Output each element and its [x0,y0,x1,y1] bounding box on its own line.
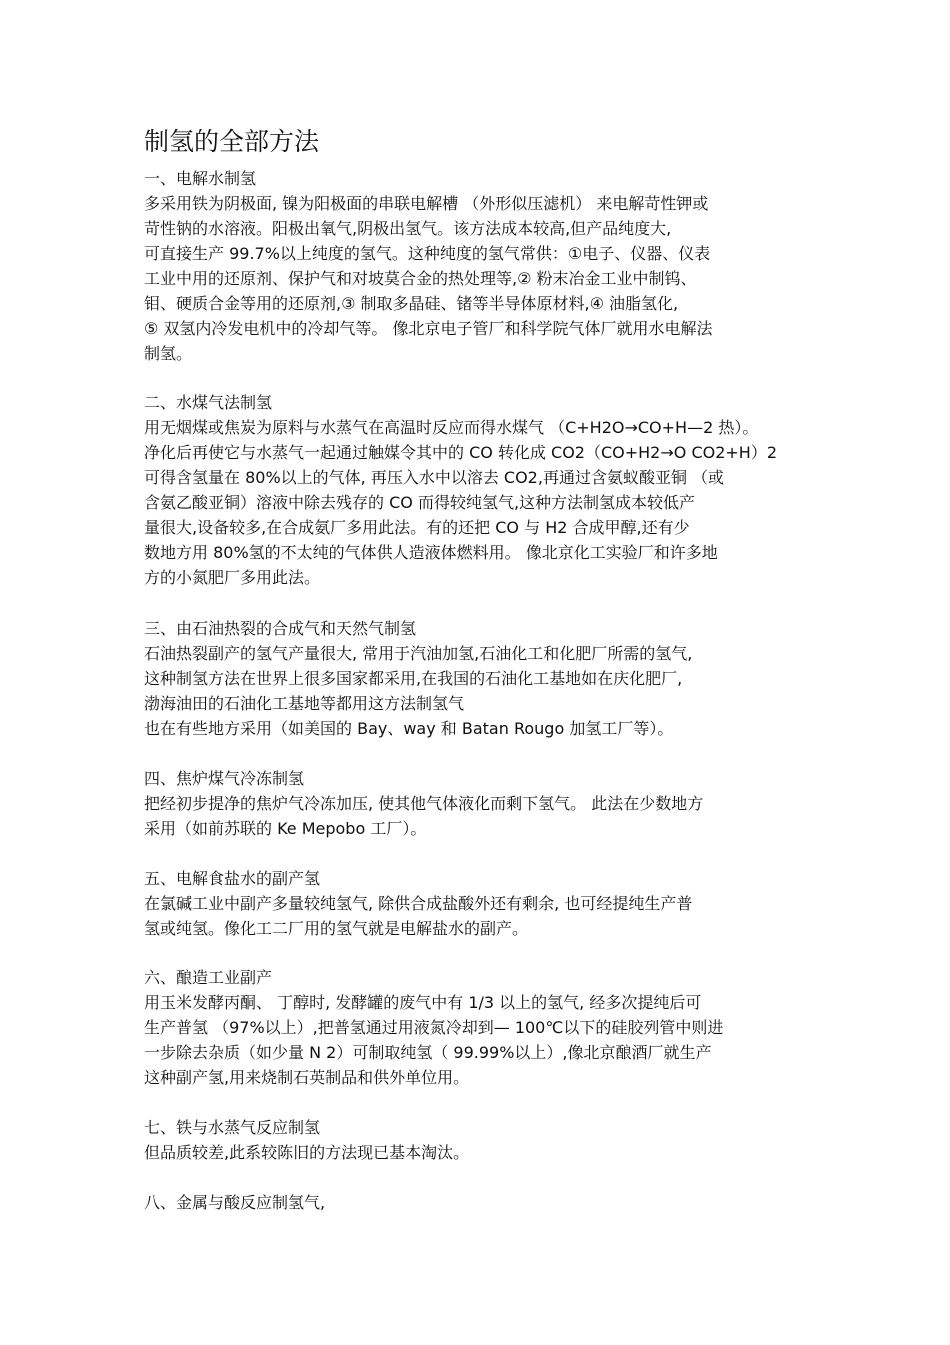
paragraph-line: 钼、硬质合金等用的还原剂,③ 制取多晶硅、锗等半导体原材料,④ 油脂氢化, [144,294,679,313]
section-2-heading: 二、水煤气法制氢 [144,393,273,412]
paragraph-line: 工业中用的还原剂、保护气和对坡莫合金的热处理等,② 粉末冶金工业中制钨、 [144,269,697,288]
section-3-heading: 三、由石油热裂的合成气和天然气制氢 [144,619,417,638]
section-7-heading: 七、铁与水蒸气反应制氢 [144,1118,321,1137]
section-1-heading: 一、电解水制氢 [144,169,257,188]
paragraph-line: 方的小氮肥厂多用此法。 [144,568,321,587]
document-title: 制氢的全部方法 [144,127,320,156]
section-4-heading: 四、焦炉煤气冷冻制氢 [144,769,305,788]
section-8-heading: 八、金属与酸反应制氢气, [144,1193,326,1212]
section-6-heading: 六、酿造工业副产 [144,968,273,987]
paragraph-line: 也在有些地方采用（如美国的 Bay、way 和 Batan Rougo 加氢工厂等）。 [144,719,674,738]
paragraph-line: 多采用铁为阴极面, 镍为阳极面的串联电解槽 （外形似压滤机） 来电解苛性钾或 [144,194,709,213]
paragraph-line: 氢或纯氢。像化工二厂用的氢气就是电解盐水的副产。 [144,919,529,938]
paragraph-line: 苛性钠的水溶液。阳极出氧气,阴极出氢气。该方法成本较高,但产品纯度大, [144,219,672,238]
section-5-heading: 五、电解食盐水的副产氢 [144,869,321,888]
paragraph-line: 可得含氢量在 80%以上的气体, 再压入水中以溶去 CO2,再通过含氨蚁酸亚铜 （或 [144,468,725,487]
paragraph-line: 把经初步提净的焦炉气冷冻加压, 使其他气体液化而剩下氢气。 此法在少数地方 [144,794,704,813]
paragraph-line: 在氯碱工业中副产多量较纯氢气, 除供合成盐酸外还有剩余, 也可经提纯生产普 [144,894,693,913]
paragraph-line: 生产普氢 （97%以上）,把普氢通过用液氮冷却到— 100℃以下的硅胶列管中则进 [144,1018,724,1037]
paragraph-line: 用无烟煤或焦炭为原料与水蒸气在高温时反应而得水煤气 （C+H2O→CO+H—2 热）。 [144,418,759,437]
paragraph-line: 采用（如前苏联的 Ke Mepobo 工厂）。 [144,819,427,838]
paragraph-line: ⑤ 双氢内冷发电机中的冷却气等。 像北京电子管厂和科学院气体厂就用水电解法 [144,319,713,338]
paragraph-line: 可直接生产 99.7%以上纯度的氢气。这种纯度的氢气常供：①电子、仪器、仪表 [144,244,711,263]
paragraph-line: 数地方用 80%氢的不太纯的气体供人造液体燃料用。 像北京化工实验厂和许多地 [144,543,718,562]
paragraph-line: 制氢。 [144,344,193,363]
paragraph-line: 一步除去杂质（如少量 N 2）可制取纯氢（ 99.99%以上）,像北京酿酒厂就生产 [144,1043,712,1062]
paragraph-line: 用玉米发酵丙酮、 丁醇时, 发酵罐的废气中有 1/3 以上的氢气, 经多次提纯后可 [144,993,702,1012]
paragraph-line: 石油热裂副产的氢气产量很大, 常用于汽油加氢,石油化工和化肥厂所需的氢气, [144,644,693,663]
paragraph-line: 含氨乙酸亚铜）溶液中除去残存的 CO 而得较纯氢气,这种方法制氢成本较低产 [144,493,696,512]
paragraph-line: 这种制氢方法在世界上很多国家都采用,在我国的石油化工基地如在庆化肥厂, [144,669,683,688]
paragraph-line: 但品质较差,此系较陈旧的方法现已基本淘汰。 [144,1143,470,1162]
paragraph-line: 渤海油田的石油化工基地等都用这方法制氢气 [144,694,465,713]
paragraph-line: 净化后再使它与水蒸气一起通过触媒令其中的 CO 转化成 CO2（CO+H2→O CO2+H）2 [144,443,778,462]
paragraph-line: 量很大,设备较多,在合成氨厂多用此法。有的还把 CO 与 H2 合成甲醇,还有少 [144,518,690,537]
paragraph-line: 这种副产氢,用来烧制石英制品和供外单位用。 [144,1068,470,1087]
